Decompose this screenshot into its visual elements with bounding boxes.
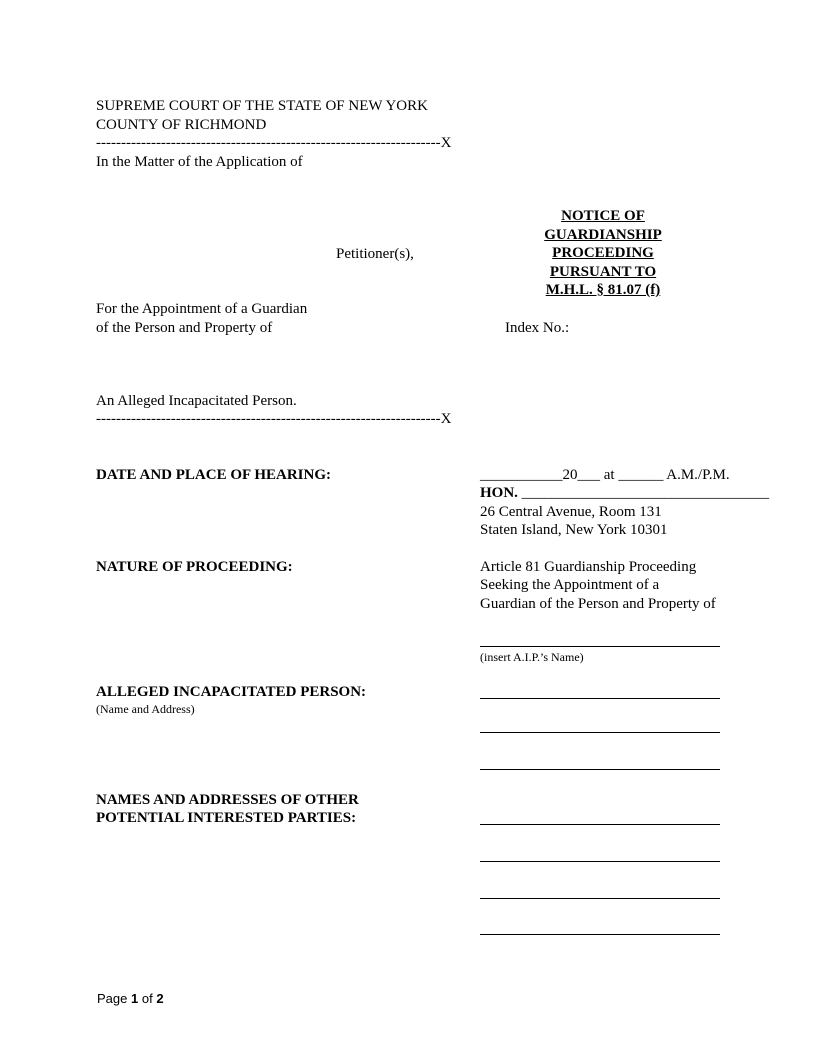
appointment-line-1: For the Appointment of a Guardian <box>96 301 308 317</box>
judge-line <box>480 484 769 503</box>
page-word: Page <box>97 991 128 1006</box>
title-line-3: PROCEEDING <box>552 245 654 261</box>
parties-blank-line-1 <box>480 824 720 825</box>
aip-blank-line-3 <box>480 769 720 770</box>
index-number-label: Index No.: <box>505 320 570 336</box>
hon-label: HON. <box>480 485 518 501</box>
insert-aip-note: (insert A.I.P.’s Name) <box>480 650 584 664</box>
caption-divider-bottom: ---------------------------------------------------------------------X <box>96 411 452 427</box>
aip-label: ALLEGED INCAPACITATED PERSON: <box>96 684 367 700</box>
total-pages: 2 <box>156 991 164 1006</box>
nature-line-2: Seeking the Appointment of a <box>480 577 660 593</box>
court-address-2: Staten Island, New York 10301 <box>480 522 668 538</box>
judge-name-blank: _________________________________ <box>521 485 770 501</box>
aip-name-blank-line <box>480 646 720 647</box>
alleged-person-text: An Alleged Incapacitated Person. <box>96 393 297 409</box>
nature-line-1: Article 81 Guardianship Proceeding <box>480 559 697 575</box>
title-line-2: GUARDIANSHIP <box>544 226 662 243</box>
title-line-1: NOTICE OF <box>561 208 645 224</box>
aip-sublabel: (Name and Address) <box>96 702 195 716</box>
other-parties-label-2: POTENTIAL INTERESTED PARTIES: <box>96 810 357 826</box>
petitioner-label: Petitioner(s), <box>336 246 414 262</box>
current-page: 1 <box>131 991 139 1006</box>
county-name: COUNTY OF RICHMOND <box>96 117 267 133</box>
nature-line-3: Guardian of the Person and Property of <box>480 596 716 612</box>
court-address-1: 26 Central Avenue, Room 131 <box>480 504 662 520</box>
appointment-line-2: of the Person and Property of <box>96 320 273 336</box>
notice-title <box>526 207 680 300</box>
parties-blank-line-4 <box>480 934 720 935</box>
aip-blank-line-2 <box>480 732 720 733</box>
hearing-date-line: ___________20___ at ______ A.M./P.M. <box>480 467 730 483</box>
aip-blank-line-1 <box>480 698 720 699</box>
matter-text: In the Matter of the Application of <box>96 154 303 170</box>
other-parties-label-1: NAMES AND ADDRESSES OF OTHER <box>96 792 359 808</box>
page-number <box>97 990 164 1009</box>
title-line-5: M.H.L. § 81.07 (f) <box>545 282 661 298</box>
of-word: of <box>141 991 153 1006</box>
parties-blank-line-2 <box>480 861 720 862</box>
hearing-label: DATE AND PLACE OF HEARING: <box>96 467 332 483</box>
caption-divider-top: ---------------------------------------------------------------------X <box>96 135 452 151</box>
nature-label: NATURE OF PROCEEDING: <box>96 559 293 575</box>
parties-blank-line-3 <box>480 898 720 899</box>
court-name: SUPREME COURT OF THE STATE OF NEW YORK <box>96 98 428 114</box>
title-line-4: PURSUANT TO <box>549 263 657 280</box>
